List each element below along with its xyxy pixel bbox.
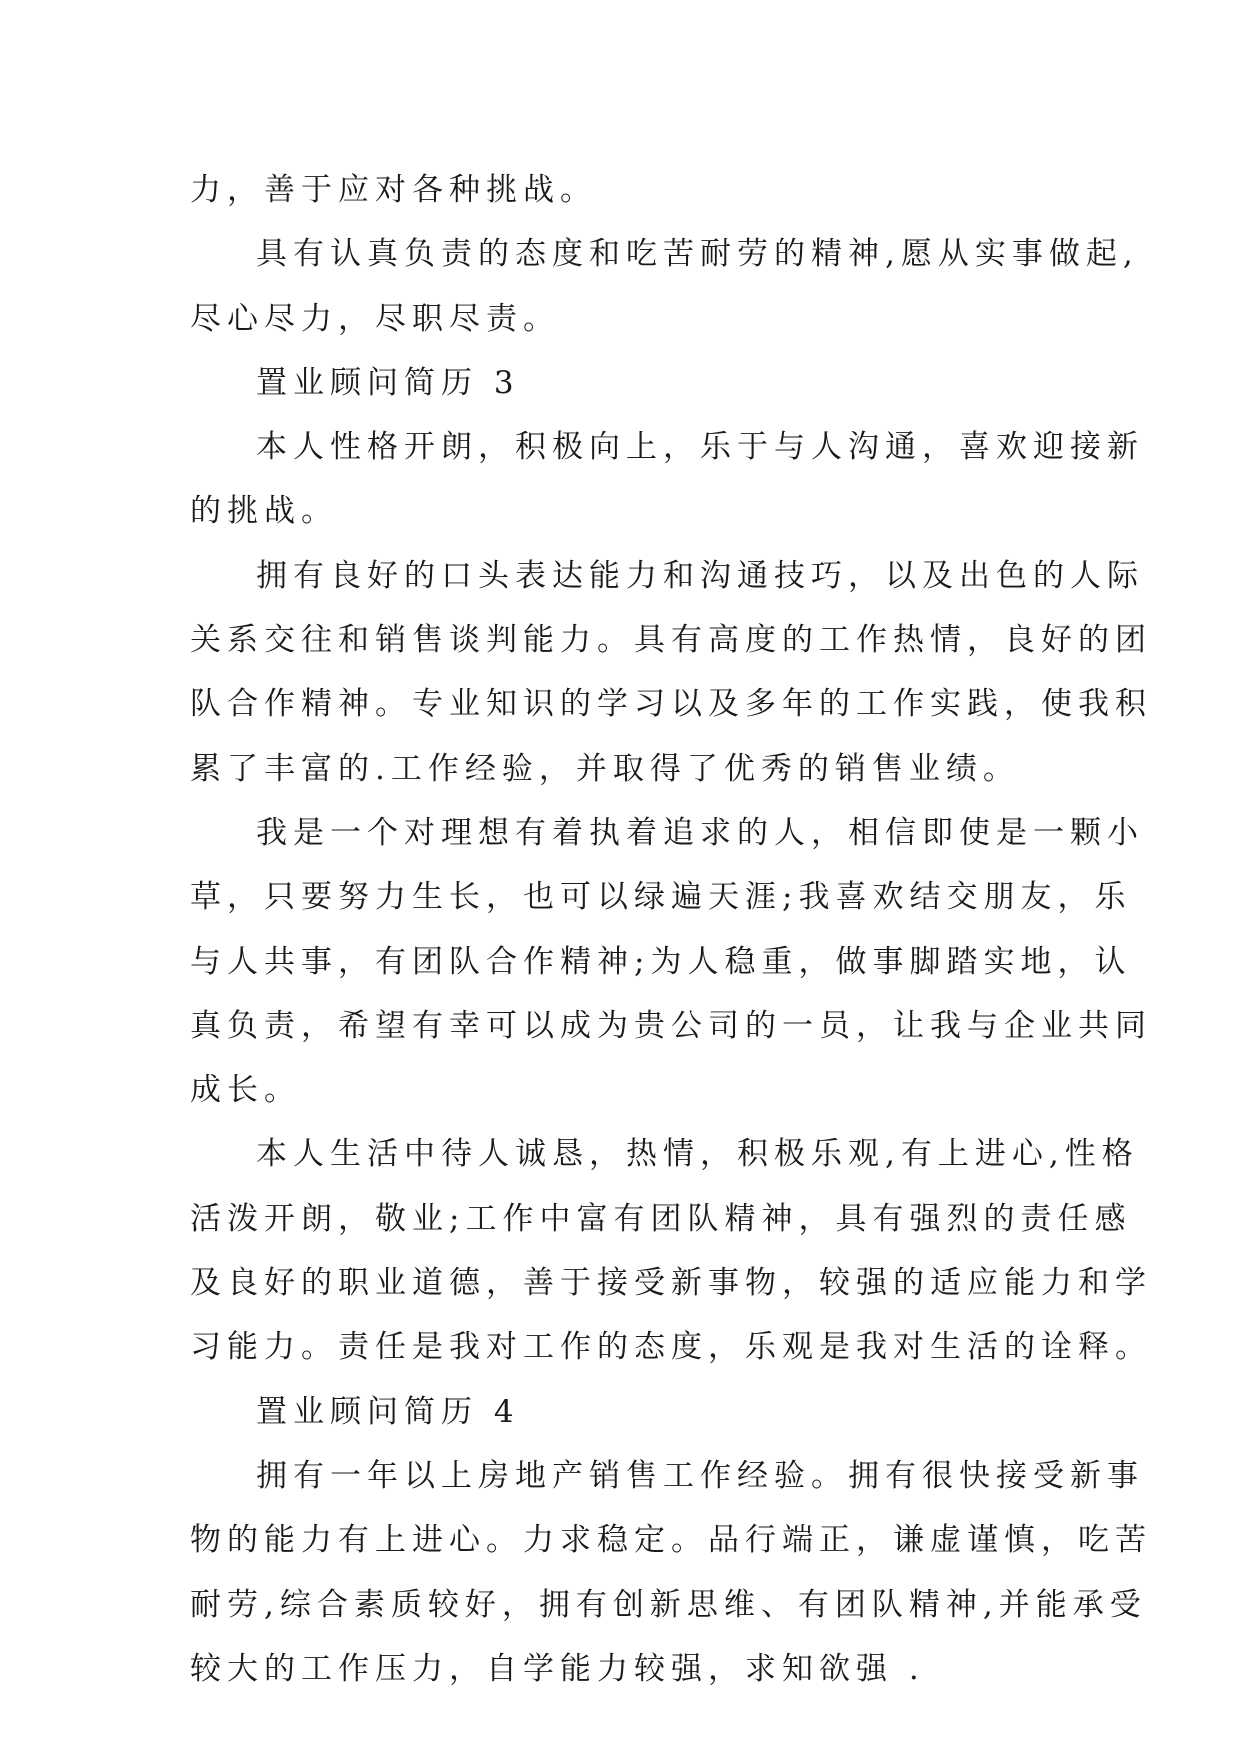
- body-text-line: 尽心尽力，尽职尽责。: [190, 300, 560, 337]
- body-text-line: 我是一个对理想有着执着追求的人，相信即使是一颗小: [256, 814, 1144, 851]
- body-text-line: 真负责，希望有幸可以成为贵公司的一员，让我与企业共同: [190, 1007, 1152, 1044]
- body-text-line: 习能力。责任是我对工作的态度，乐观是我对生活的诠释。: [190, 1329, 1152, 1366]
- body-text-line: 关系交往和销售谈判能力。具有高度的工作热情，良好的团: [190, 622, 1152, 659]
- body-text-line: 耐劳,综合素质较好，拥有创新思维、有团队精神,并能承受: [190, 1586, 1147, 1623]
- body-text-line: 成长。: [190, 1072, 301, 1109]
- body-text-line: 拥有一年以上房地产销售工作经验。拥有很快接受新事: [256, 1457, 1144, 1494]
- body-text-line: 较大的工作压力，自学能力较强，求知欲强 .: [190, 1650, 925, 1687]
- section-heading: 置业顾问简历 3: [256, 364, 520, 401]
- body-text-line: 具有认真负责的态度和吃苦耐劳的精神,愿从实事做起,: [256, 236, 1139, 273]
- document-body: [190, 158, 1152, 1701]
- body-text-line: 与人共事，有团队合作精神;为人稳重，做事脚踏实地，认: [190, 943, 1132, 980]
- body-text-line: 本人生活中待人诚恳，热情，积极乐观,有上进心,性格: [256, 1136, 1139, 1173]
- body-text-line: 力，善于应对各种挑战。: [190, 172, 597, 208]
- body-text-line: 本人性格开朗，积极向上，乐于与人沟通，喜欢迎接新: [256, 429, 1144, 466]
- body-text-line: 物的能力有上进心。力求稳定。品行端正，谦虚谨慎，吃苦: [190, 1522, 1152, 1559]
- body-text-line: 草，只要努力生长，也可以绿遍天涯;我喜欢结交朋友，乐: [190, 879, 1132, 916]
- body-text-line: 队合作精神。专业知识的学习以及多年的工作实践，使我积: [190, 686, 1152, 723]
- body-text-line: 累了丰富的.工作经验，并取得了优秀的销售业绩。: [190, 750, 1020, 787]
- section-heading: 置业顾问简历 4: [256, 1393, 520, 1430]
- body-text-line: 拥有良好的口头表达能力和沟通技巧，以及出色的人际: [256, 557, 1144, 594]
- body-text-line: 活泼开朗，敬业;工作中富有团队精神，具有强烈的责任感: [190, 1200, 1132, 1237]
- body-text-line: 的挑战。: [190, 493, 338, 530]
- body-text-line: 及良好的职业道德，善于接受新事物，较强的适应能力和学: [190, 1265, 1152, 1302]
